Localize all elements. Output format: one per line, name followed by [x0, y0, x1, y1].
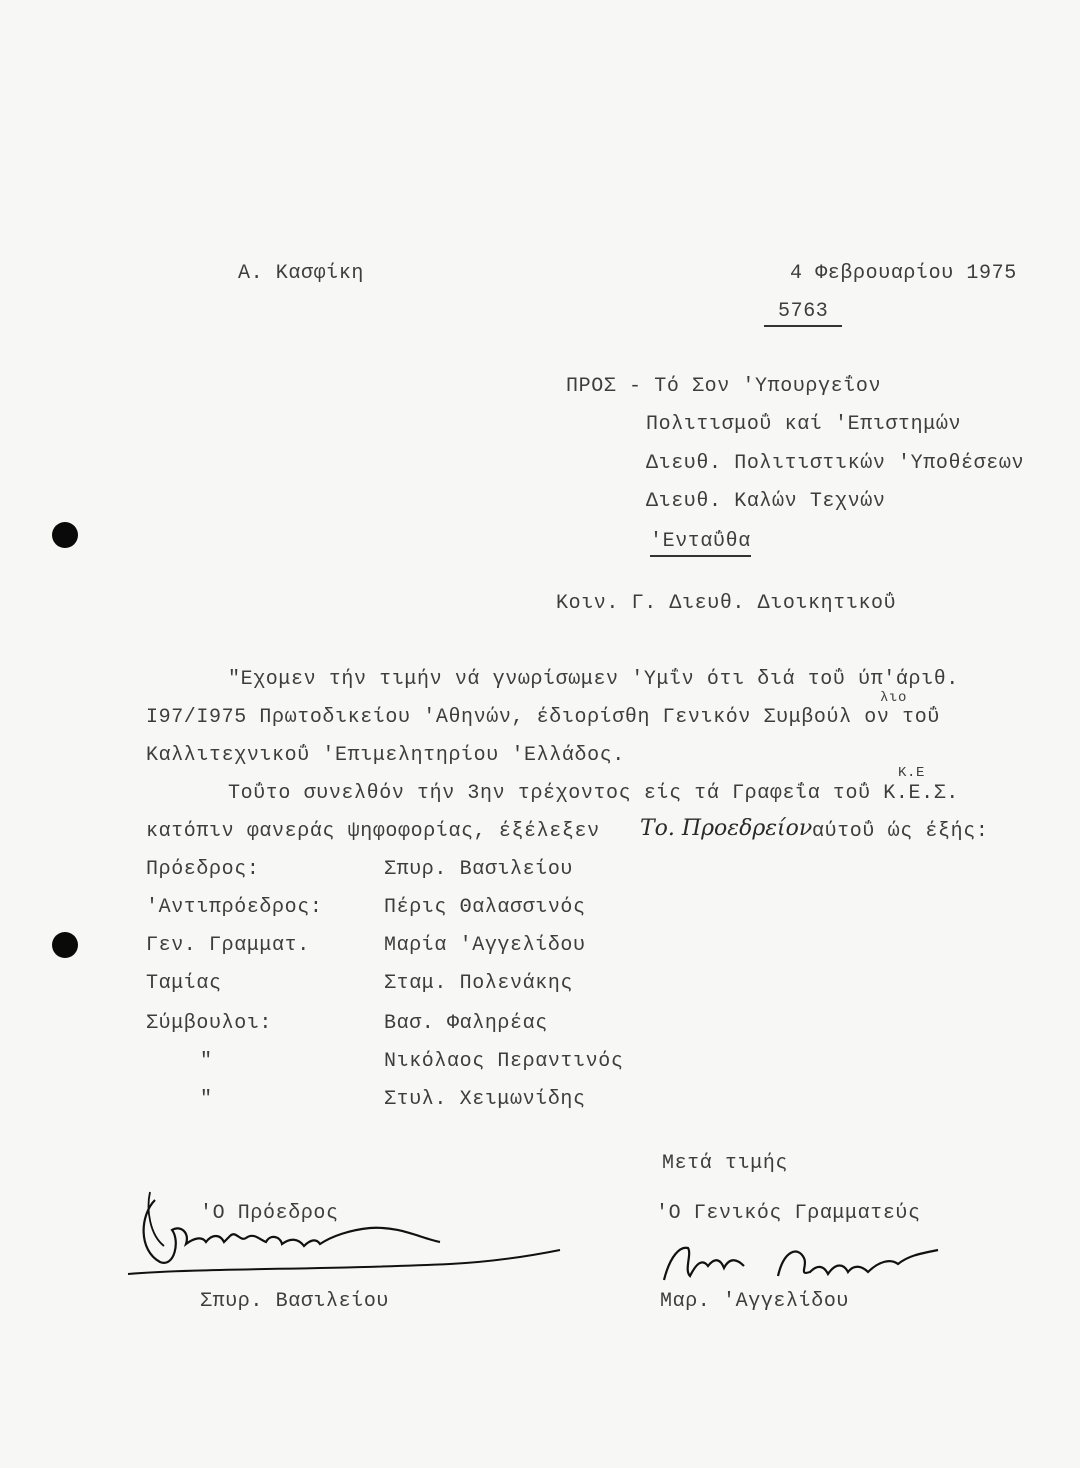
body-paragraph-1-line-1: "Εχομεν τήν τιμήν νά γνωρίσωμεν 'Υμΐν ότι διά τοΰ ύπ'άριθ.: [228, 668, 959, 691]
recipient-line-2: Πολιτισμοΰ καί 'Επιστημών: [646, 413, 962, 436]
signatory-right-title: 'Ο Γενικός Γραμματεύς: [656, 1202, 921, 1225]
body-paragraph-1-line-2: Ι97/Ι975 Πρωτοδικείου 'Αθηνών, έδιορίσθη Γενικόν Συμβούλ ον τοΰ: [146, 706, 940, 729]
board-member: Νικόλαος Περαντινός: [384, 1050, 624, 1073]
board-member: Στυλ. Χειμωνίδης: [384, 1088, 586, 1111]
board-role: Πρόεδρος:: [146, 858, 260, 881]
protocol-number: 5763: [764, 300, 842, 327]
body-paragraph-2-line-1: Τοΰτο συνελθόν τήν 3ην τρέχοντος είς τά Γραφεΐα τοΰ Κ.Ε.Σ.: [228, 782, 959, 805]
board-role: ": [200, 1050, 213, 1073]
board-role: Ταμίας: [146, 972, 222, 995]
board-member: Βασ. Φαληρέας: [384, 1012, 548, 1035]
recipient-line-4: Διευθ. Καλών Τεχνών: [646, 490, 886, 513]
body-paragraph-1-line-3: Καλλιτεχνικοΰ 'Επιμελητηρίου 'Ελλάδος.: [146, 744, 625, 767]
board-member: Πέρις Θαλασσινός: [384, 896, 586, 919]
signatory-left-title: 'Ο Πρόεδρος: [200, 1202, 339, 1225]
body-insert-ke: Κ.Ε: [898, 765, 926, 781]
board-role: 'Αντιπρόεδρος:: [146, 896, 323, 919]
body-handwritten-insert: Το. Προεδρείον: [640, 816, 813, 841]
body-paragraph-2-line-2-end: αύτοΰ ώς έξής:: [812, 820, 989, 843]
signature-right: [658, 1236, 958, 1296]
letter-date: 4 Φεβρουαρίου 1975: [790, 262, 1017, 285]
board-member: Μαρία 'Αγγελίδου: [384, 934, 586, 957]
punch-hole-bottom: [52, 932, 78, 958]
recipient-line-5: 'Ενταΰθα: [650, 530, 751, 557]
signature-left: [120, 1180, 580, 1290]
signatory-right-name: Μαρ. 'Αγγελίδου: [660, 1290, 850, 1313]
recipient-line-1: ΠΡΟΣ - Τό Σον 'Υπουργεΐον: [566, 375, 882, 398]
board-role: ": [200, 1088, 213, 1111]
signatory-left-name: Σπυρ. Βασιλείου: [200, 1290, 390, 1313]
punch-hole-top: [52, 522, 78, 548]
board-member: Σταμ. Πολενάκης: [384, 972, 574, 995]
board-member: Σπυρ. Βασιλείου: [384, 858, 574, 881]
board-role: Σύμβουλοι:: [146, 1012, 273, 1035]
body-paragraph-2-line-2-start: κατόπιν φανεράς ψηφοφορίας, έξέλεξεν: [146, 820, 600, 843]
cc-line: Κοιν. Γ. Διευθ. Διοικητικοΰ: [556, 592, 897, 615]
board-role: Γεν. Γραμματ.: [146, 934, 310, 957]
recipient-line-3: Διευθ. Πολιτιστικών 'Υποθέσεων: [646, 452, 1025, 475]
sender-name: Α. Κασφίκη: [238, 262, 365, 285]
body-insert-lio: λιο: [880, 690, 908, 706]
closing-salutation: Μετά τιμής: [662, 1152, 789, 1175]
